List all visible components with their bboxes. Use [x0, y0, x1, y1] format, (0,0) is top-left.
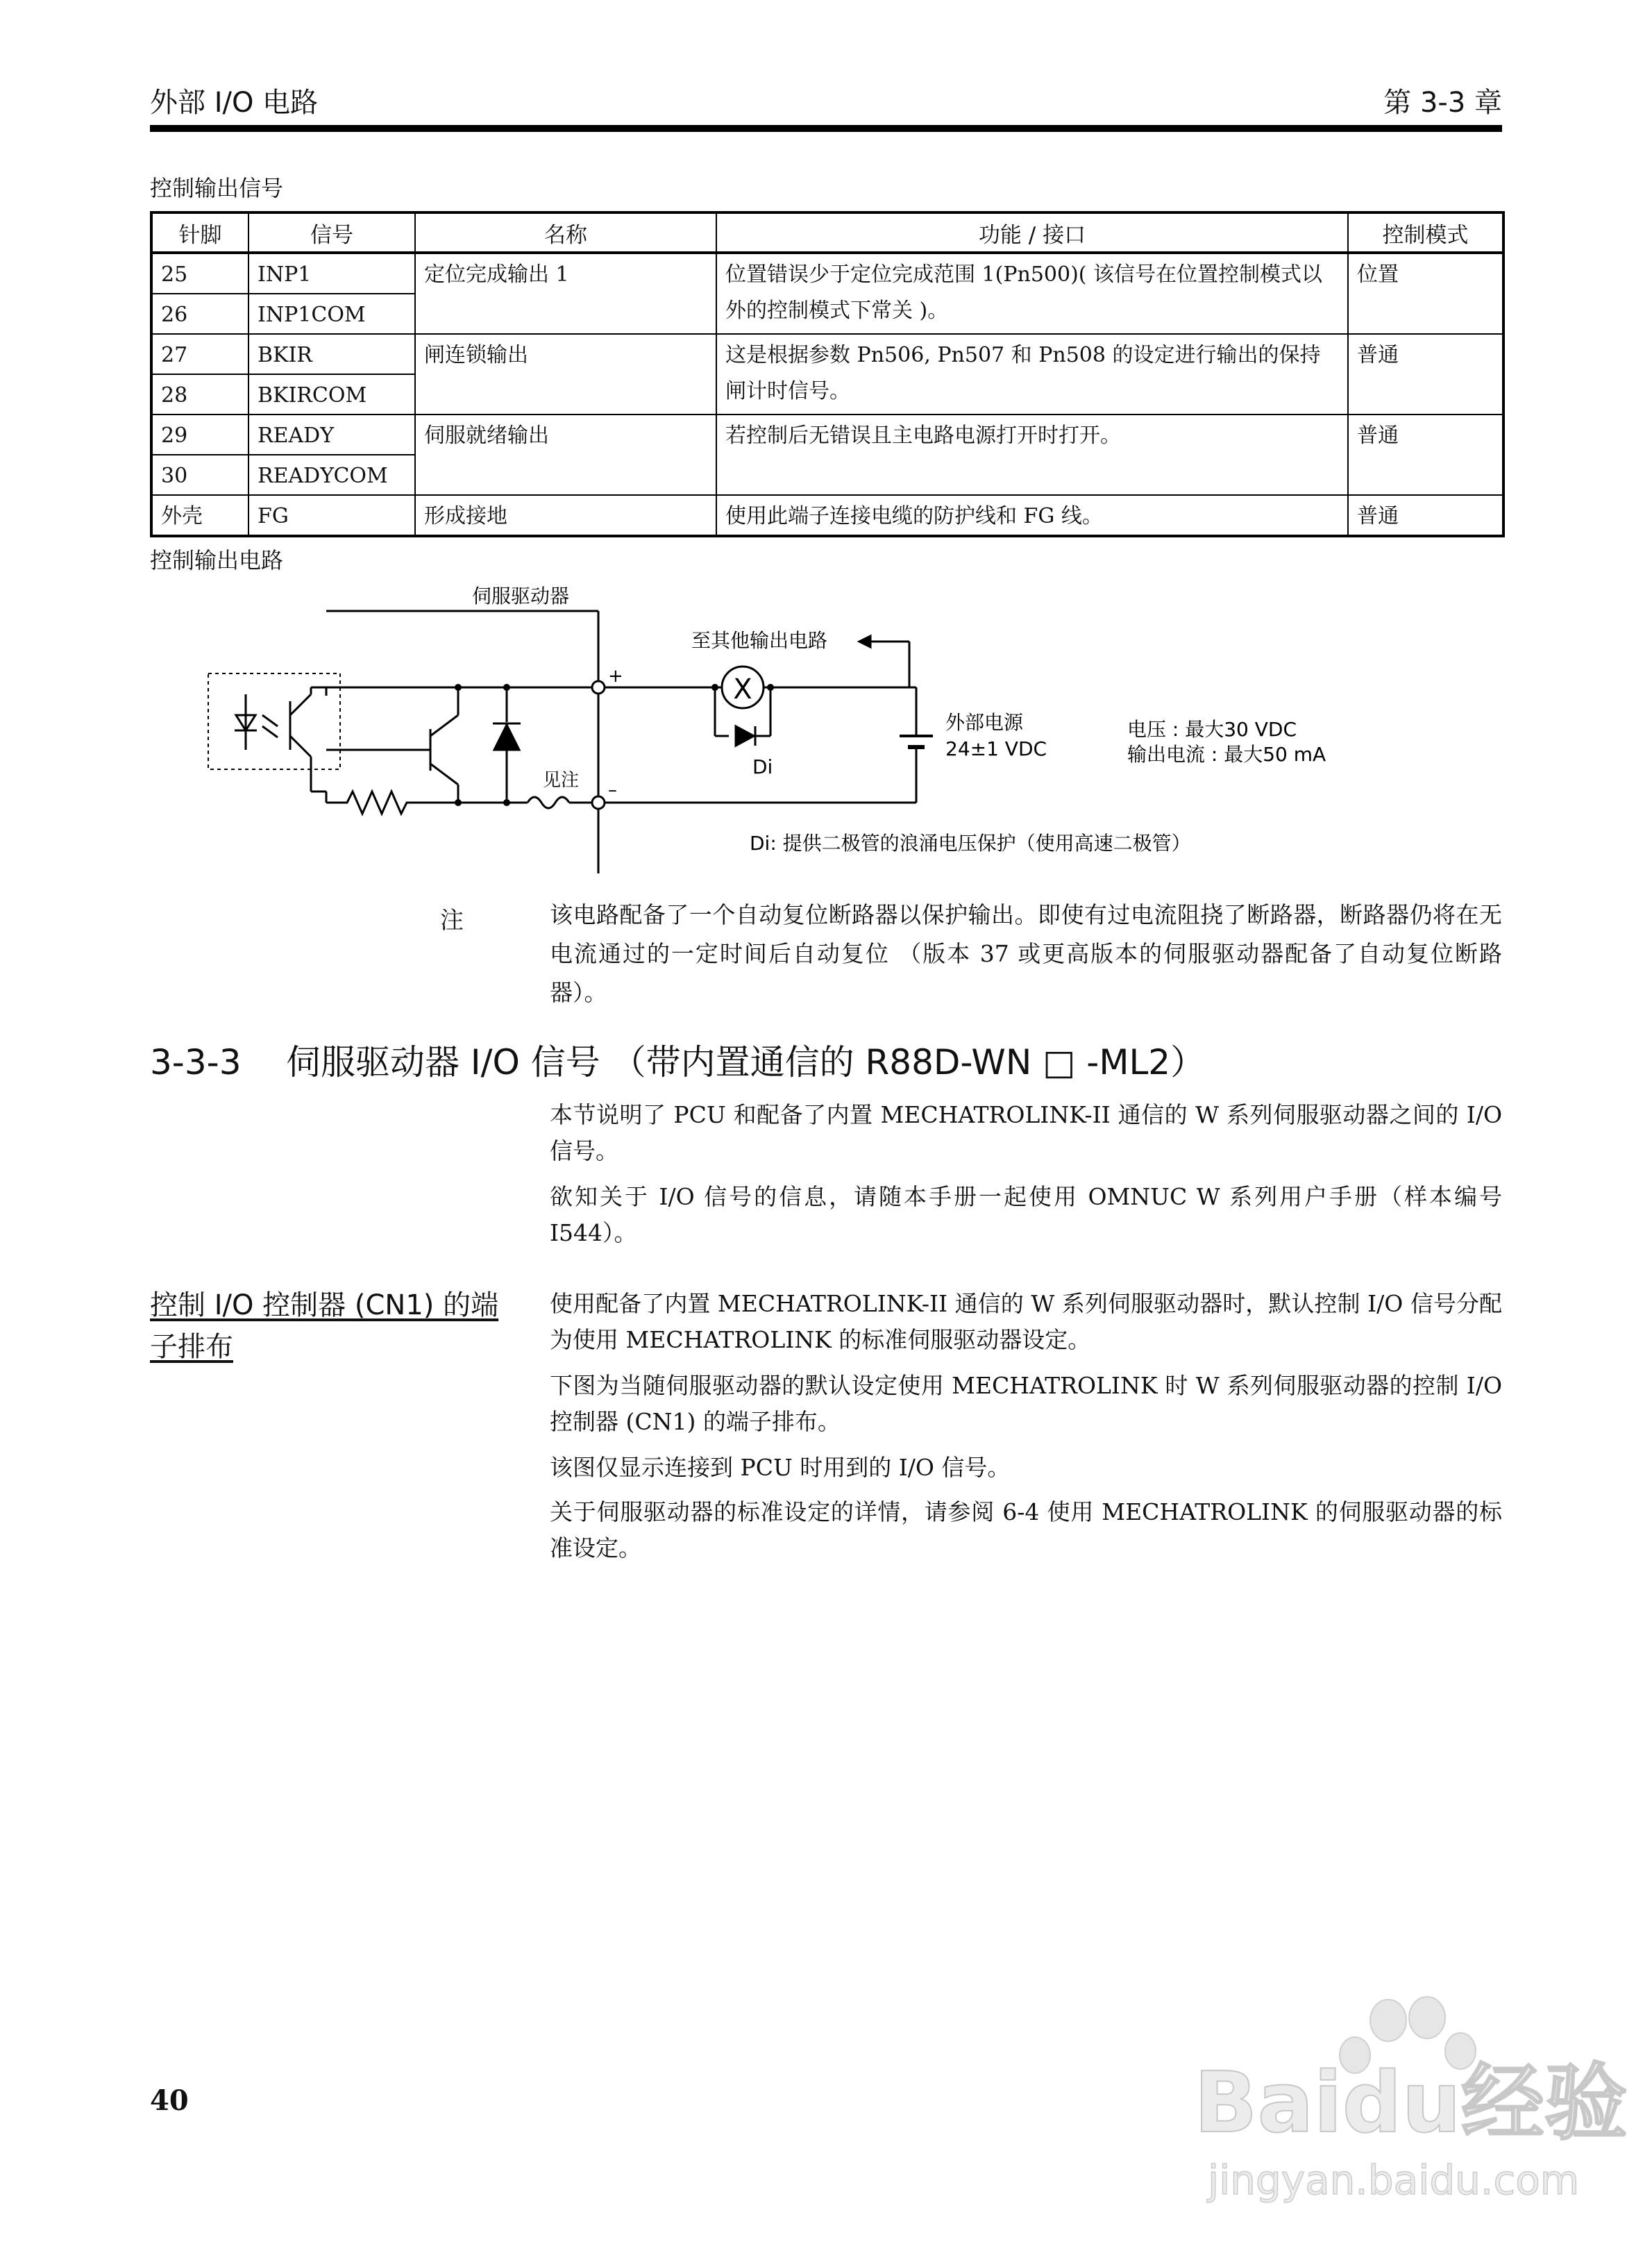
cell-signal: FG	[248, 495, 415, 536]
minus-sign: –	[608, 780, 617, 801]
ext-power-label: 外部电源	[945, 711, 1024, 734]
plus-sign: +	[608, 666, 623, 687]
header-chapter: 第 3-3 章	[1383, 87, 1502, 119]
resistor-icon	[326, 792, 458, 814]
to-other-outputs-text: 至其他输出电路	[691, 629, 828, 652]
note-mark: 注	[440, 907, 464, 935]
output-signals-label: 控制输出信号	[150, 175, 284, 201]
cn1-paragraph-2: 下图为当随伺服驱动器的默认设定使用 MECHATROLINK 时 W 系列伺服驱动器的控制 I/O 控制器 (CN1) 的端子排布。	[550, 1372, 1502, 1435]
spec-voltage-text: 电压 : 最大30 VDC	[1127, 718, 1297, 741]
cell-pin: 30	[151, 455, 248, 495]
cell-pin: 25	[151, 253, 248, 294]
col-function: 功能 / 接口	[716, 212, 1348, 253]
cell-pin: 29	[151, 415, 248, 455]
zener-diode-icon	[494, 725, 519, 750]
spec-current-text: 输出电流 : 最大50 mA	[1127, 743, 1326, 766]
terminal-plus-icon	[592, 681, 605, 694]
output-circuit-diagram	[0, 0, 1652, 889]
baidu-watermark	[1180, 1993, 1628, 2215]
header-section-title: 外部 I/O 电路	[150, 87, 319, 119]
page-number: 40	[150, 2084, 189, 2117]
cell-signal: INP1COM	[248, 294, 415, 334]
terminal-minus-icon	[592, 796, 605, 809]
cn1-subheading: 控制 I/O 控制器 (CN1) 的端子排布	[150, 1289, 499, 1363]
cell-signal: READY	[248, 415, 415, 455]
cell-pin: 27	[151, 334, 248, 374]
cell-pin: 28	[151, 374, 248, 415]
cell-signal: BKIR	[248, 334, 415, 374]
cn1-paragraph-4: 关于伺服驱动器的标准设定的详情，请参阅 6-4 使用 MECHATROLINK 的伺服驱动器的标准设定。	[550, 1498, 1502, 1561]
cell-signal: BKIRCOM	[248, 374, 415, 415]
cell-name: 伺服就绪输出	[415, 415, 716, 495]
cell-name: 形成接地	[415, 495, 716, 536]
cell-pin: 外壳	[151, 495, 248, 536]
cell-function: 位置错误少于定位完成范围 1(Pn500)( 该信号在位置控制模式以外的控制模式下常关 )。	[716, 253, 1348, 334]
cell-signal: READYCOM	[248, 455, 415, 495]
cell-name: 闸连锁输出	[415, 334, 716, 415]
cell-function: 这是根据参数 Pn506, Pn507 和 Pn508 的设定进行输出的保持闸计时信号。	[716, 334, 1348, 415]
col-mode: 控制模式	[1348, 212, 1503, 253]
cell-function: 使用此端子连接电缆的防护线和 FG 线。	[716, 495, 1348, 536]
cell-pin: 26	[151, 294, 248, 334]
ext-voltage-label: 24±1 VDC	[945, 737, 1047, 760]
fuse-icon	[528, 797, 569, 808]
relay-label: X	[733, 673, 752, 705]
col-signal: 信号	[248, 212, 415, 253]
fuse-note-text: 见注	[543, 770, 580, 791]
intro-paragraph-2: 欲知关于 I/O 信号的信息，请随本手册一起使用 OMNUC W 系列用户手册（样本编号 I544）。	[550, 1183, 1502, 1246]
cell-signal: INP1	[248, 253, 415, 294]
watermark-url: jingyan.baidu.com	[1208, 2157, 1580, 2204]
note-text: 该电路配备了一个自动复位断路器以保护输出。即使有过电流阻挠了断路器，断路器仍将在无电流通过的一定时间后自动复位 （版本 37 或更高版本的伺服驱动器配备了自动复位断路器）。	[550, 901, 1502, 1006]
cell-mode: 普通	[1348, 415, 1503, 495]
diode-label: Di	[752, 755, 773, 778]
section-title-text: 伺服驱动器 I/O 信号 （带内置通信的 R88D-WN □ -ML2）	[286, 1042, 1206, 1082]
cell-mode: 普通	[1348, 495, 1503, 536]
servo-driver-text: 伺服驱动器	[472, 585, 570, 608]
section-title	[150, 1035, 1205, 1085]
cn1-paragraph-3: 该图仅显示连接到 PCU 时用到的 I/O 信号。	[550, 1454, 1011, 1481]
flyback-diode-icon	[736, 726, 754, 746]
cell-mode: 普通	[1348, 334, 1503, 415]
section-number: 3-3-3	[150, 1042, 242, 1082]
col-pin: 针脚	[151, 212, 248, 253]
di-caption-text: Di: 提供二极管的浪涌电压保护（使用高速二极管）	[750, 832, 1191, 855]
arrow-icon	[859, 636, 870, 647]
cn1-paragraph-1: 使用配备了内置 MECHATROLINK-II 通信的 W 系列伺服驱动器时，默认控制 I/O 信号分配为使用 MECHATROLINK 的标准伺服驱动器设定。	[550, 1290, 1502, 1353]
cell-name: 定位完成输出 1	[415, 253, 716, 334]
circuit-label: 控制输出电路	[150, 547, 284, 573]
cell-mode: 位置	[1348, 253, 1503, 334]
col-name: 名称	[415, 212, 716, 253]
watermark-brand: Baidu经验	[1194, 2055, 1628, 2152]
cell-function: 若控制后无错误且主电路电源打开时打开。	[716, 415, 1348, 495]
intro-paragraph-1: 本节说明了 PCU 和配备了内置 MECHATROLINK-II 通信的 W 系列伺服驱动器之间的 I/O 信号。	[550, 1101, 1502, 1164]
